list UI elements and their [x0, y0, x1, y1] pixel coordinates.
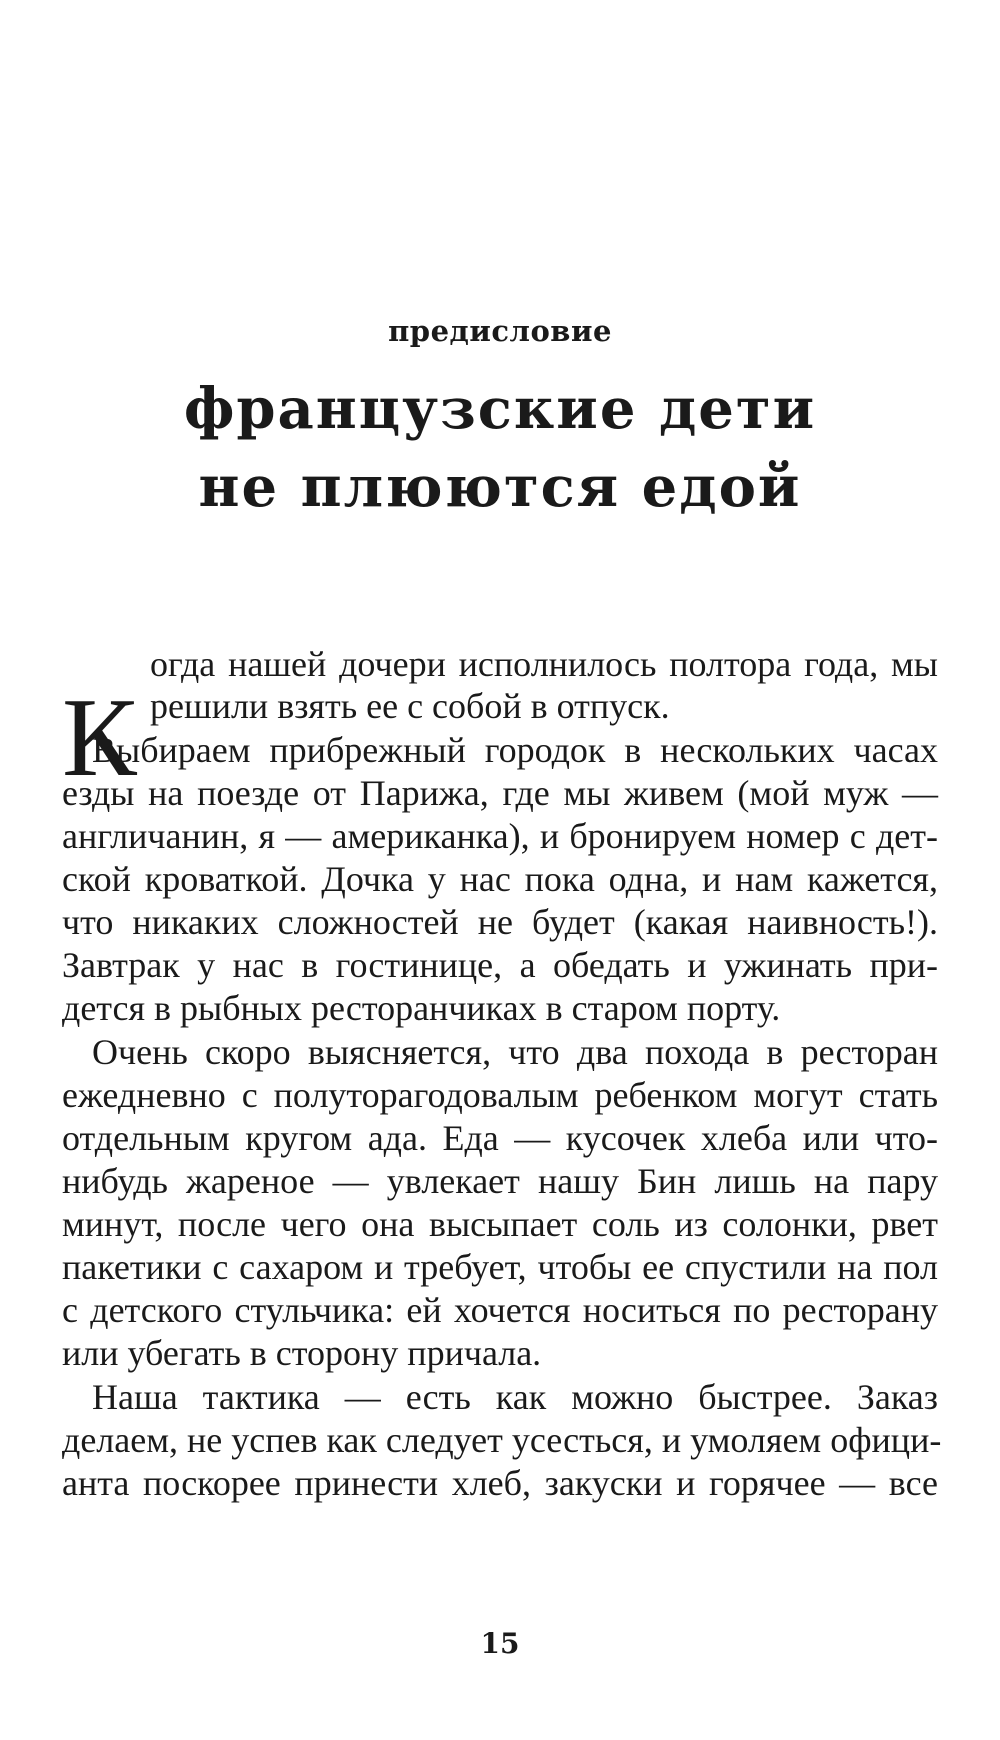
text-line: езды на поезде от Парижа, где мы живем (мой муж —: [62, 773, 938, 813]
text-line: отдельным кругом ада. Еда — кусочек хлеба или что-: [62, 1118, 938, 1158]
text-line: делаем, не успев как следует усесться, и умоляем офици-: [62, 1420, 942, 1460]
text-line: Выбираем прибрежный городок в нескольких часах: [92, 730, 938, 770]
text-line: Наша тактика — есть как можно быстрее. Заказ: [92, 1377, 938, 1417]
text-line: дется в рыбных ресторанчиках в старом порту.: [62, 988, 781, 1028]
chapter-label: предисловие: [388, 314, 612, 348]
chapter-title-line-1: французские дети: [183, 376, 817, 442]
text-line: решили взять ее с собой в отпуск.: [150, 686, 670, 726]
chapter-title-line-2: не плюются едой: [198, 454, 802, 520]
text-line: англичанин, я — американка), и бронируем номер с дет-: [62, 816, 938, 856]
text-line: пакетики с сахаром и требует, чтобы ее спустили на пол: [62, 1247, 938, 1287]
text-line: нибудь жареное — увлекает нашу Бин лишь на пару: [62, 1161, 938, 1201]
text-line: или убегать в сторону причала.: [62, 1333, 542, 1373]
text-line: что никаких сложностей не будет (какая наивность!).: [62, 902, 938, 942]
text-line: Очень скоро выясняется, что два похода в ресторан: [92, 1032, 938, 1072]
chapter-title: [0, 370, 1000, 526]
text-line: ежедневно с полуторагодовалым ребенком могут стать: [62, 1075, 938, 1115]
text-line: минут, после чего она высыпает соль из солонки, рвет: [62, 1204, 938, 1244]
text-line: ской кроваткой. Дочка у нас пока одна, и нам кажется,: [62, 859, 938, 899]
text-line: анта поскорее принести хлеб, закуски и горячее — все: [62, 1463, 938, 1503]
drop-cap: К: [62, 676, 137, 800]
page-number: 15: [480, 1627, 520, 1660]
text-line: огда нашей дочери исполнилось полтора года, мы: [150, 644, 938, 684]
text-line: с детского стульчика: ей хочется носиться по ресторану: [62, 1290, 938, 1330]
text-line: Завтрак у нас в гостинице, а обедать и ужинать при-: [62, 945, 938, 985]
